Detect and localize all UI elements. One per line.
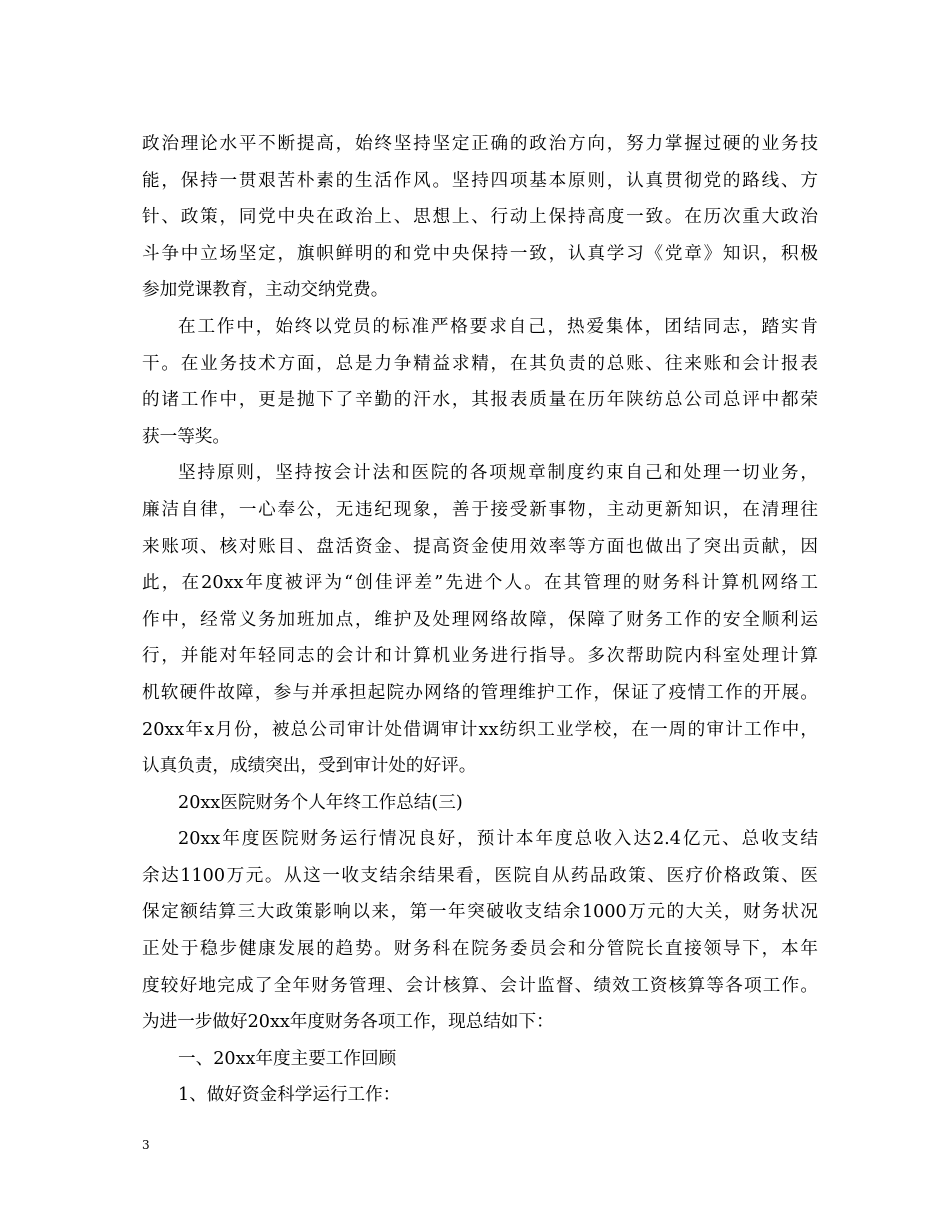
text-line: 廉洁自律，一心奉公，无违纪现象，善于接受新事物，主动更新知识，在清理往 [142, 499, 818, 520]
text-line: 20xx年x月份，被总公司审计处借调审计xx纺织工业学校，在一周的审计工作中， [142, 719, 818, 740]
text-line: 的诸工作中，更是抛下了辛勤的汗水，其报表质量在历年陕纺总公司总评中都荣 [142, 390, 818, 411]
text-line: 正处于稳步健康发展的趋势。财务科在院务委员会和分管院长直接领导下，本年 [142, 939, 818, 960]
document-body [142, 126, 818, 1114]
paragraph [142, 1077, 818, 1114]
paragraph [142, 785, 818, 822]
text-line: 余达1100万元。从这一收支结余结果看，医院自从药品政策、医疗价格政策、医 [142, 865, 818, 886]
text-line: 能，保持一贯艰苦朴素的生活作风。坚持四项基本原则，认真贯彻党的路线、方 [142, 170, 818, 191]
paragraph [142, 1041, 818, 1078]
text-line: 干。在业务技术方面，总是力争精益求精，在其负责的总账、往来账和会计报表 [142, 353, 818, 374]
text-line: 来账项、核对账目、盘活资金、提高资金使用效率等方面也做出了突出贡献，因 [142, 536, 818, 557]
paragraph [142, 455, 818, 784]
text-line: 度较好地完成了全年财务管理、会计核算、会计监督、绩效工资核算等各项工作。 [142, 975, 818, 996]
text-line: 一、20xx年度主要工作回顾 [178, 1048, 397, 1069]
text-line: 行，并能对年轻同志的会计和计算机业务进行指导。多次帮助院内科室处理计算 [142, 646, 818, 667]
text-line: 在工作中，始终以党员的标准严格要求自己，热爱集体，团结同志，踏实肯 [178, 316, 818, 337]
text-line: 20xx医院财务个人年终工作总结(三) [178, 792, 463, 813]
text-line: 参加党课教育，主动交纳党费。 [142, 280, 389, 301]
text-line: 为进一步做好20xx年度财务各项工作，现总结如下： [142, 1012, 554, 1033]
text-line: 政治理论水平不断提高，始终坚持坚定正确的政治方向，努力掌握过硬的业务技 [142, 134, 818, 154]
text-line: 获一等奖。 [142, 426, 230, 447]
paragraph [142, 126, 818, 309]
text-line: 机软硬件故障，参与并承担起院办网络的管理维护工作，保证了疫情工作的开展。 [142, 682, 818, 703]
paragraph [142, 821, 818, 1041]
page-number: 3 [142, 1138, 150, 1152]
text-line: 坚持原则，坚持按会计法和医院的各项规章制度约束自己和处理一切业务， [178, 463, 818, 484]
text-line: 保定额结算三大政策影响以来，第一年突破收支结余1000万元的大关，财务状况 [142, 902, 818, 923]
text-line: 20xx年度医院财务运行情况良好，预计本年度总收入达2.4亿元、总收支结 [178, 829, 818, 850]
text-line: 作中，经常义务加班加点，维护及处理网络故障，保障了财务工作的安全顺利运 [142, 609, 818, 630]
text-line: 1、做好资金科学运行工作： [178, 1085, 401, 1106]
text-line: 针、政策，同党中央在政治上、思想上、行动上保持高度一致。在历次重大政治 [142, 207, 818, 228]
text-line: 此，在20xx年度被评为“创佳评差”先进个人。在其管理的财务科计算机网络工 [142, 573, 818, 594]
text-line: 斗争中立场坚定，旗帜鲜明的和党中央保持一致，认真学习《党章》知识，积极 [142, 243, 818, 264]
text-line: 认真负责，成绩突出，受到审计处的好评。 [142, 756, 477, 777]
paragraph [142, 309, 818, 455]
